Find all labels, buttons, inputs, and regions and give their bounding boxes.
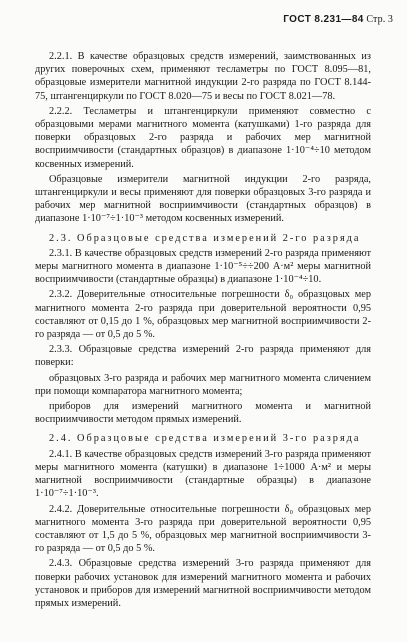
paragraph-2-4-1: 2.4.1. В качестве образцовых средств измерений 3-го разряда применяют меры магнитного момента (катушки) в диапазоне 1÷1000 А·м² и меры магнитной восприимчивости (стандартные образцы) в диапазоне 1·10⁻⁷÷1·10⁻³. (35, 448, 371, 500)
paragraph-2-2-1: 2.2.1. В качестве образцовых средств измерений, заимствованных из других поверочных схем, применяют тесламетры по ГОСТ 8.095—81, образцовые измерители магнитной индукции 2-го разряда по ГОСТ 8.144-75, штангенциркули по ГОСТ 8.020—75 и весы по ГОСТ 8.021—78. (35, 51, 371, 102)
document-body (35, 50, 371, 610)
paragraph-2-3-1: 2.3.1. В качестве образцовых средств измерений 2-го разряда применяют меры магнитного момента в диапазоне 1·10⁻⁵÷÷200 А·м² меры магнитной восприимчивости (стандартные образцы) в диапазоне 1·10⁻⁴÷10. (35, 247, 371, 286)
paragraph-2-4-2: 2.4.2. Доверительные относительные погрешности δ₀ образцовых мер магнитного момента 3-го разряда при доверительной вероятности 0,95 составляют от 1,5 до 5 %, образцовых мер магнитной восприимчивости 3-го разряда — от 0,5 до 5 %. (35, 503, 371, 555)
paragraph-2-2-2-continued: Образцовые измерители магнитной индукции 2-го разряда, штангенциркули и весы применяют для поверки образцовых 3-го разряда и рабочих мер магнитной восприимчивости (стандартных образцов) в диапазоне 1·10⁻⁷÷1·10⁻³ методом косвенных измерений. (35, 173, 371, 225)
paragraph-2-2-2: 2.2.2. Тесламетры и штангенциркули применяют совместно с образцовыми мерами магнитного момента (катушками) 1-го разряда для поверки образцовых 2-го разряда и рабочих мер магнитной восприимчивости (стандартных образцов) в диапазоне 1·10⁻⁴÷10 методом косвенных измерений. (35, 105, 371, 170)
section-heading-2-4: 2.4. Образцовые средства измерений 3-го разряда (49, 433, 361, 445)
list-item-comparator: образцовых 3-го разряда и рабочих мер магнитного момента сличением при помощи компаратора магнитного момента; (35, 372, 371, 397)
standard-code: ГОСТ 8.231—84 (283, 14, 364, 25)
paragraph-2-4-3: 2.4.3. Образцовые средства измерений 3-го разряда применяют для поверки рабочих установок для измерений магнитного момента и рабочих установок и приборов для измерений магнитной восприимчивости методом прямых измерений. (35, 558, 371, 609)
paragraph-2-3-2: 2.3.2. Доверительные относительные погрешности δ₀ образцовых мер магнитного момента 2-го разряда при доверительной вероятности 0,95 составляют от 0,15 до 1 %, образцовых мер магнитной восприимчивости 2-го разряда — от 0,5 до 5 %. (35, 289, 371, 341)
section-heading-2-3: 2.3. Образцовые средства измерений 2-го разряда (49, 232, 361, 244)
list-item-instruments: приборов для измерений магнитного момента и магнитной восприимчивости методом прямых измерений. (35, 401, 371, 426)
paragraph-2-3-3: 2.3.3. Образцовые средства измерений 2-го разряда применяют для поверки: (35, 344, 371, 369)
page-header (283, 14, 393, 25)
page-number: Стр. 3 (366, 14, 393, 25)
